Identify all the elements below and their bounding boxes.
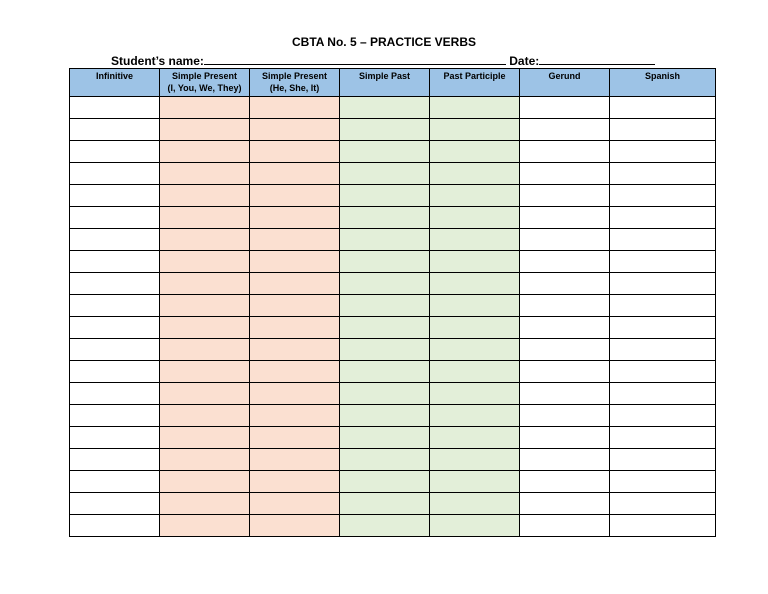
answer-cell[interactable]: [610, 273, 716, 295]
answer-cell[interactable]: [160, 185, 250, 207]
answer-cell[interactable]: [430, 493, 520, 515]
answer-cell[interactable]: [430, 273, 520, 295]
answer-cell[interactable]: [430, 97, 520, 119]
column-header-subline: (He, She, It): [269, 83, 320, 93]
answer-cell[interactable]: [250, 229, 340, 251]
answer-cell[interactable]: [520, 339, 610, 361]
answer-cell[interactable]: [520, 295, 610, 317]
answer-cell[interactable]: [70, 273, 160, 295]
answer-cell[interactable]: [250, 449, 340, 471]
column-header-simple-present-plural: [160, 69, 250, 97]
answer-cell[interactable]: [610, 229, 716, 251]
answer-cell[interactable]: [250, 383, 340, 405]
answer-cell[interactable]: [250, 493, 340, 515]
answer-cell[interactable]: [520, 163, 610, 185]
answer-cell[interactable]: [340, 471, 430, 493]
table-row: [70, 251, 716, 273]
answer-cell[interactable]: [610, 427, 716, 449]
answer-cell[interactable]: [250, 163, 340, 185]
column-header-line: Gerund: [548, 71, 581, 81]
answer-cell[interactable]: [250, 427, 340, 449]
answer-cell[interactable]: [70, 361, 160, 383]
answer-cell[interactable]: [250, 361, 340, 383]
answer-cell[interactable]: [70, 449, 160, 471]
answer-cell[interactable]: [250, 471, 340, 493]
answer-cell[interactable]: [610, 317, 716, 339]
answer-cell[interactable]: [70, 339, 160, 361]
answer-cell[interactable]: [430, 515, 520, 537]
answer-cell[interactable]: [520, 207, 610, 229]
answer-cell[interactable]: [340, 383, 430, 405]
answer-cell[interactable]: [160, 471, 250, 493]
table-row: [70, 119, 716, 141]
answer-cell[interactable]: [340, 295, 430, 317]
column-header-spanish: [610, 69, 716, 97]
table-row: [70, 229, 716, 251]
table-row: [70, 427, 716, 449]
column-header-line: Past Participle: [443, 71, 506, 81]
answer-cell[interactable]: [610, 405, 716, 427]
table-row: [70, 163, 716, 185]
answer-cell[interactable]: [250, 317, 340, 339]
answer-cell[interactable]: [430, 361, 520, 383]
student-info-line: [111, 52, 655, 68]
table-row: [70, 339, 716, 361]
answer-cell[interactable]: [520, 383, 610, 405]
answer-cell[interactable]: [520, 405, 610, 427]
answer-cell[interactable]: [520, 493, 610, 515]
answer-cell[interactable]: [160, 163, 250, 185]
answer-cell[interactable]: [340, 141, 430, 163]
table-row: [70, 449, 716, 471]
answer-cell[interactable]: [340, 229, 430, 251]
answer-cell[interactable]: [520, 185, 610, 207]
column-header-subline: (I, You, We, They): [167, 83, 242, 93]
answer-cell[interactable]: [70, 251, 160, 273]
column-header-infinitive: [70, 69, 160, 97]
answer-cell[interactable]: [520, 317, 610, 339]
answer-cell[interactable]: [340, 119, 430, 141]
answer-cell[interactable]: [610, 251, 716, 273]
answer-cell[interactable]: [610, 163, 716, 185]
answer-cell[interactable]: [610, 449, 716, 471]
answer-cell[interactable]: [430, 471, 520, 493]
answer-cell[interactable]: [610, 119, 716, 141]
answer-cell[interactable]: [250, 273, 340, 295]
answer-cell[interactable]: [70, 207, 160, 229]
answer-cell[interactable]: [340, 427, 430, 449]
answer-cell[interactable]: [250, 119, 340, 141]
table-row: [70, 405, 716, 427]
answer-cell[interactable]: [520, 251, 610, 273]
column-header-simple-past: [340, 69, 430, 97]
answer-cell[interactable]: [70, 383, 160, 405]
answer-cell[interactable]: [610, 383, 716, 405]
answer-cell[interactable]: [340, 405, 430, 427]
answer-cell[interactable]: [340, 361, 430, 383]
answer-cell[interactable]: [70, 295, 160, 317]
column-header-line: Simple Past: [358, 71, 411, 81]
answer-cell[interactable]: [430, 163, 520, 185]
answer-cell[interactable]: [340, 251, 430, 273]
table-row: [70, 273, 716, 295]
answer-cell[interactable]: [70, 185, 160, 207]
answer-cell[interactable]: [250, 97, 340, 119]
answer-cell[interactable]: [160, 515, 250, 537]
column-header-line: Spanish: [644, 71, 680, 81]
answer-cell[interactable]: [610, 207, 716, 229]
verbs-table: [69, 68, 716, 537]
answer-cell[interactable]: [250, 295, 340, 317]
answer-cell[interactable]: [520, 471, 610, 493]
answer-cell[interactable]: [430, 295, 520, 317]
answer-cell[interactable]: [70, 427, 160, 449]
answer-cell[interactable]: [610, 141, 716, 163]
answer-cell[interactable]: [160, 141, 250, 163]
answer-cell[interactable]: [250, 405, 340, 427]
answer-cell[interactable]: [610, 515, 716, 537]
answer-cell[interactable]: [430, 251, 520, 273]
table-row: [70, 185, 716, 207]
answer-cell[interactable]: [70, 471, 160, 493]
date-label: Date:: [509, 54, 540, 68]
answer-cell[interactable]: [340, 273, 430, 295]
column-header-line: Simple Present: [261, 71, 328, 81]
answer-cell[interactable]: [610, 295, 716, 317]
table-row: [70, 361, 716, 383]
answer-cell[interactable]: [520, 119, 610, 141]
answer-cell[interactable]: [250, 251, 340, 273]
answer-cell[interactable]: [160, 119, 250, 141]
column-header-line: Simple Present: [171, 71, 238, 81]
answer-cell[interactable]: [340, 185, 430, 207]
table-row: [70, 383, 716, 405]
answer-cell[interactable]: [250, 141, 340, 163]
answer-cell[interactable]: [520, 273, 610, 295]
answer-cell[interactable]: [70, 141, 160, 163]
answer-cell[interactable]: [340, 449, 430, 471]
answer-cell[interactable]: [250, 339, 340, 361]
answer-cell[interactable]: [340, 515, 430, 537]
answer-cell[interactable]: [340, 97, 430, 119]
student-name-label: Student’s name:: [111, 54, 204, 68]
answer-cell[interactable]: [160, 405, 250, 427]
answer-cell[interactable]: [610, 339, 716, 361]
answer-cell[interactable]: [160, 383, 250, 405]
answer-cell[interactable]: [430, 119, 520, 141]
answer-cell[interactable]: [340, 339, 430, 361]
answer-cell[interactable]: [430, 449, 520, 471]
answer-cell[interactable]: [520, 515, 610, 537]
answer-cell[interactable]: [430, 185, 520, 207]
table-row: [70, 493, 716, 515]
answer-cell[interactable]: [520, 361, 610, 383]
answer-cell[interactable]: [250, 207, 340, 229]
student-name-field[interactable]: [204, 52, 506, 65]
answer-cell[interactable]: [160, 229, 250, 251]
table-body: [70, 97, 716, 537]
answer-cell[interactable]: [70, 119, 160, 141]
answer-cell[interactable]: [70, 515, 160, 537]
table-row: [70, 471, 716, 493]
answer-cell[interactable]: [70, 229, 160, 251]
answer-cell[interactable]: [160, 493, 250, 515]
answer-cell[interactable]: [160, 449, 250, 471]
answer-cell[interactable]: [430, 339, 520, 361]
answer-cell[interactable]: [160, 295, 250, 317]
table-row: [70, 141, 716, 163]
answer-cell[interactable]: [70, 493, 160, 515]
answer-cell[interactable]: [340, 163, 430, 185]
answer-cell[interactable]: [250, 515, 340, 537]
answer-cell[interactable]: [250, 185, 340, 207]
answer-cell[interactable]: [340, 207, 430, 229]
answer-cell[interactable]: [160, 251, 250, 273]
answer-cell[interactable]: [430, 207, 520, 229]
table-row: [70, 97, 716, 119]
answer-cell[interactable]: [430, 229, 520, 251]
answer-cell[interactable]: [430, 427, 520, 449]
answer-cell[interactable]: [520, 449, 610, 471]
answer-cell[interactable]: [340, 493, 430, 515]
answer-cell[interactable]: [520, 427, 610, 449]
answer-cell[interactable]: [610, 471, 716, 493]
answer-cell[interactable]: [430, 141, 520, 163]
date-field[interactable]: [539, 52, 655, 65]
header-row: [70, 69, 716, 97]
answer-cell[interactable]: [430, 383, 520, 405]
answer-cell[interactable]: [160, 207, 250, 229]
answer-cell[interactable]: [610, 493, 716, 515]
answer-cell[interactable]: [610, 185, 716, 207]
answer-cell[interactable]: [70, 317, 160, 339]
answer-cell[interactable]: [610, 97, 716, 119]
answer-cell[interactable]: [70, 97, 160, 119]
worksheet-title: CBTA No. 5 – PRACTICE VERBS: [291, 35, 477, 49]
answer-cell[interactable]: [160, 317, 250, 339]
answer-cell[interactable]: [430, 405, 520, 427]
column-header-line: Infinitive: [95, 71, 133, 81]
column-header-simple-present-third: [250, 69, 340, 97]
table-row: [70, 515, 716, 537]
table-row: [70, 317, 716, 339]
answer-cell[interactable]: [160, 339, 250, 361]
column-header-gerund: [520, 69, 610, 97]
answer-cell[interactable]: [160, 361, 250, 383]
column-header-past-participle: [430, 69, 520, 97]
table-row: [70, 295, 716, 317]
answer-cell[interactable]: [340, 317, 430, 339]
answer-cell[interactable]: [160, 97, 250, 119]
answer-cell[interactable]: [160, 427, 250, 449]
answer-cell[interactable]: [520, 97, 610, 119]
table-row: [70, 207, 716, 229]
answer-cell[interactable]: [520, 141, 610, 163]
answer-cell[interactable]: [70, 163, 160, 185]
answer-cell[interactable]: [160, 273, 250, 295]
answer-cell[interactable]: [610, 361, 716, 383]
answer-cell[interactable]: [430, 317, 520, 339]
answer-cell[interactable]: [70, 405, 160, 427]
answer-cell[interactable]: [520, 229, 610, 251]
